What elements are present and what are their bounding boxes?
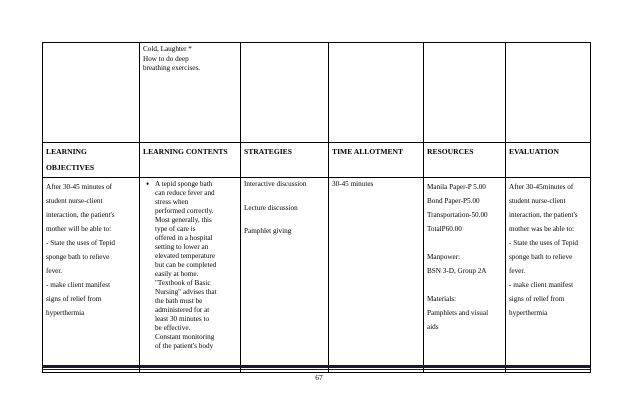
header-strategies: STRATEGIES <box>241 143 329 178</box>
page-number: 67 <box>315 373 323 382</box>
contents-bullet-list <box>143 180 237 351</box>
prev-contents-cell: Cold, Laughter * How to do deep breathing exercises. <box>140 43 241 143</box>
header-evaluation: EVALUATION <box>506 143 591 178</box>
contents-cell <box>140 178 241 373</box>
prev-time-cell <box>329 43 424 143</box>
prev-objectives-cell <box>43 43 140 143</box>
footer-rule <box>42 365 590 371</box>
header-resources: RESOURCES <box>424 143 506 178</box>
lesson-plan-table <box>42 42 591 373</box>
prev-evaluation-cell <box>506 43 591 143</box>
previous-row <box>43 43 591 143</box>
objectives-cell: After 30-45 minutes of student nurse-client interaction, the patient's mother will be able to: - State the uses of Tepid sponge bath to relieve fever. - make client manifest signs of relief from hyperthermia <box>43 178 140 373</box>
header-objectives: LEARNING OBJECTIVES <box>43 143 140 178</box>
content-row <box>43 178 591 373</box>
header-time: TIME ALLOTMENT <box>329 143 424 178</box>
header-contents: LEARNING CONTENTS <box>140 143 241 178</box>
time-cell: 30-45 minutes <box>329 178 424 373</box>
header-row <box>43 143 591 178</box>
list-item: • A tepid sponge bath can reduce fever and stress when performed correctly. Most generally, this type of care is offered in a hospital setting to lower an elevated temperature but can be completed easily at home. "Textbook of Basic Nursing" advises that the bath must be administered for at least 30 minutes to be effective. Constant monitoring of the patient's body <box>155 180 237 351</box>
evaluation-cell: After 30-45minutes of student nurse-client interaction, the patient's mother was be able to: - State the uses of Tepid sponge bath to relieve fever. - make client manifest signs of relief from hyperthermia <box>506 178 591 373</box>
resources-cell: Manila Paper-P 5.00 Bond Paper-P5.00 Transportation-50.00 TotalP60.00 Manpower: BSN 3-D, Group 2A Materials: Pamphlets and visual aids <box>424 178 506 373</box>
prev-resources-cell <box>424 43 506 143</box>
prev-strategies-cell <box>241 43 329 143</box>
strategies-cell: Interactive discussion Lecture discussion Pamphlet giving <box>241 178 329 373</box>
